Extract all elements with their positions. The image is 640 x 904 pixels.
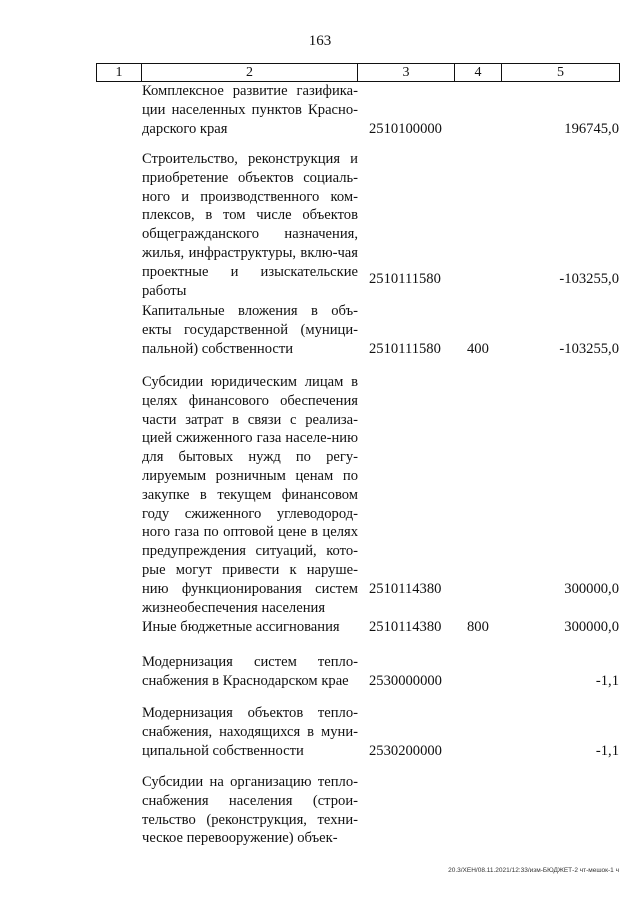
row-description: Субсидии юридическим лицам в целях финансового обеспечения части затрат в связи с реализа-цией сжиженного газа населе-нию для бытовых нужд по регу-лируемым розничным ценам по закупке в текущем финансовом году сжиженного углеводород-ного газа по оптовой цене в целях предупреждения ситуаций, кото-рые могут привести к наруше-нию функционирования систем жизнеобеспечения населения — [142, 374, 358, 616]
row-amount: -103255,0 — [559, 271, 619, 287]
row-description: Иные бюджетные ассигнования — [142, 619, 340, 635]
row-expense-type: 800 — [467, 619, 489, 635]
row-description: Капитальные вложения в объ-екты государственной (муници-пальной) собственности — [142, 303, 358, 357]
row-amount: -1,1 — [595, 672, 619, 689]
row-expense-type: 400 — [467, 340, 489, 357]
row-description: Комплексное развитие газифика-ции населенных пунктов Красно-дарского края — [142, 83, 358, 137]
row-description: Модернизация систем тепло-снабжения в Краснодарском крае — [142, 654, 358, 689]
row-code: 2510114380 — [369, 581, 442, 597]
row-description: Субсидии на организацию тепло-снабжения населения (строи-тельство (реконструкция, техни-ческое перевооружение) объек- — [142, 774, 358, 847]
row-amount: 196745,0 — [564, 120, 619, 137]
document-footer-code: 20.3/ХЕН/08.11.2021/12:33/изм-БЮДЖЕТ-2 чт-мешок-1 ч — [448, 867, 619, 874]
row-amount: 300000,0 — [564, 619, 619, 635]
row-amount: -1,1 — [595, 742, 619, 759]
row-code: 2530200000 — [369, 742, 442, 759]
row-description: Модернизация объектов тепло-снабжения, находящихся в муни-ципальной собственности — [142, 705, 358, 759]
row-description: Строительство, реконструкция и приобретение объектов социаль-ного и производственного ком-плексов, в том числе объектов общегражданского назначения, жилья, инфраструктуры, вклю-чая проектные и изыскательские работы — [142, 151, 358, 299]
row-code: 2510111580 — [369, 340, 441, 357]
column-header-5: 5 — [502, 64, 620, 82]
row-code: 2530000000 — [369, 672, 442, 689]
column-header-4: 4 — [455, 64, 502, 82]
row-amount: -103255,0 — [559, 340, 619, 357]
row-code: 2510114380 — [369, 619, 442, 635]
column-header-2: 2 — [142, 64, 358, 82]
page-number: 163 — [308, 33, 332, 49]
column-header-table — [96, 63, 620, 82]
row-code: 2510111580 — [369, 271, 441, 287]
column-header-1: 1 — [97, 64, 142, 82]
column-header-3: 3 — [358, 64, 455, 82]
row-code: 2510100000 — [369, 120, 442, 137]
row-amount: 300000,0 — [564, 581, 619, 597]
